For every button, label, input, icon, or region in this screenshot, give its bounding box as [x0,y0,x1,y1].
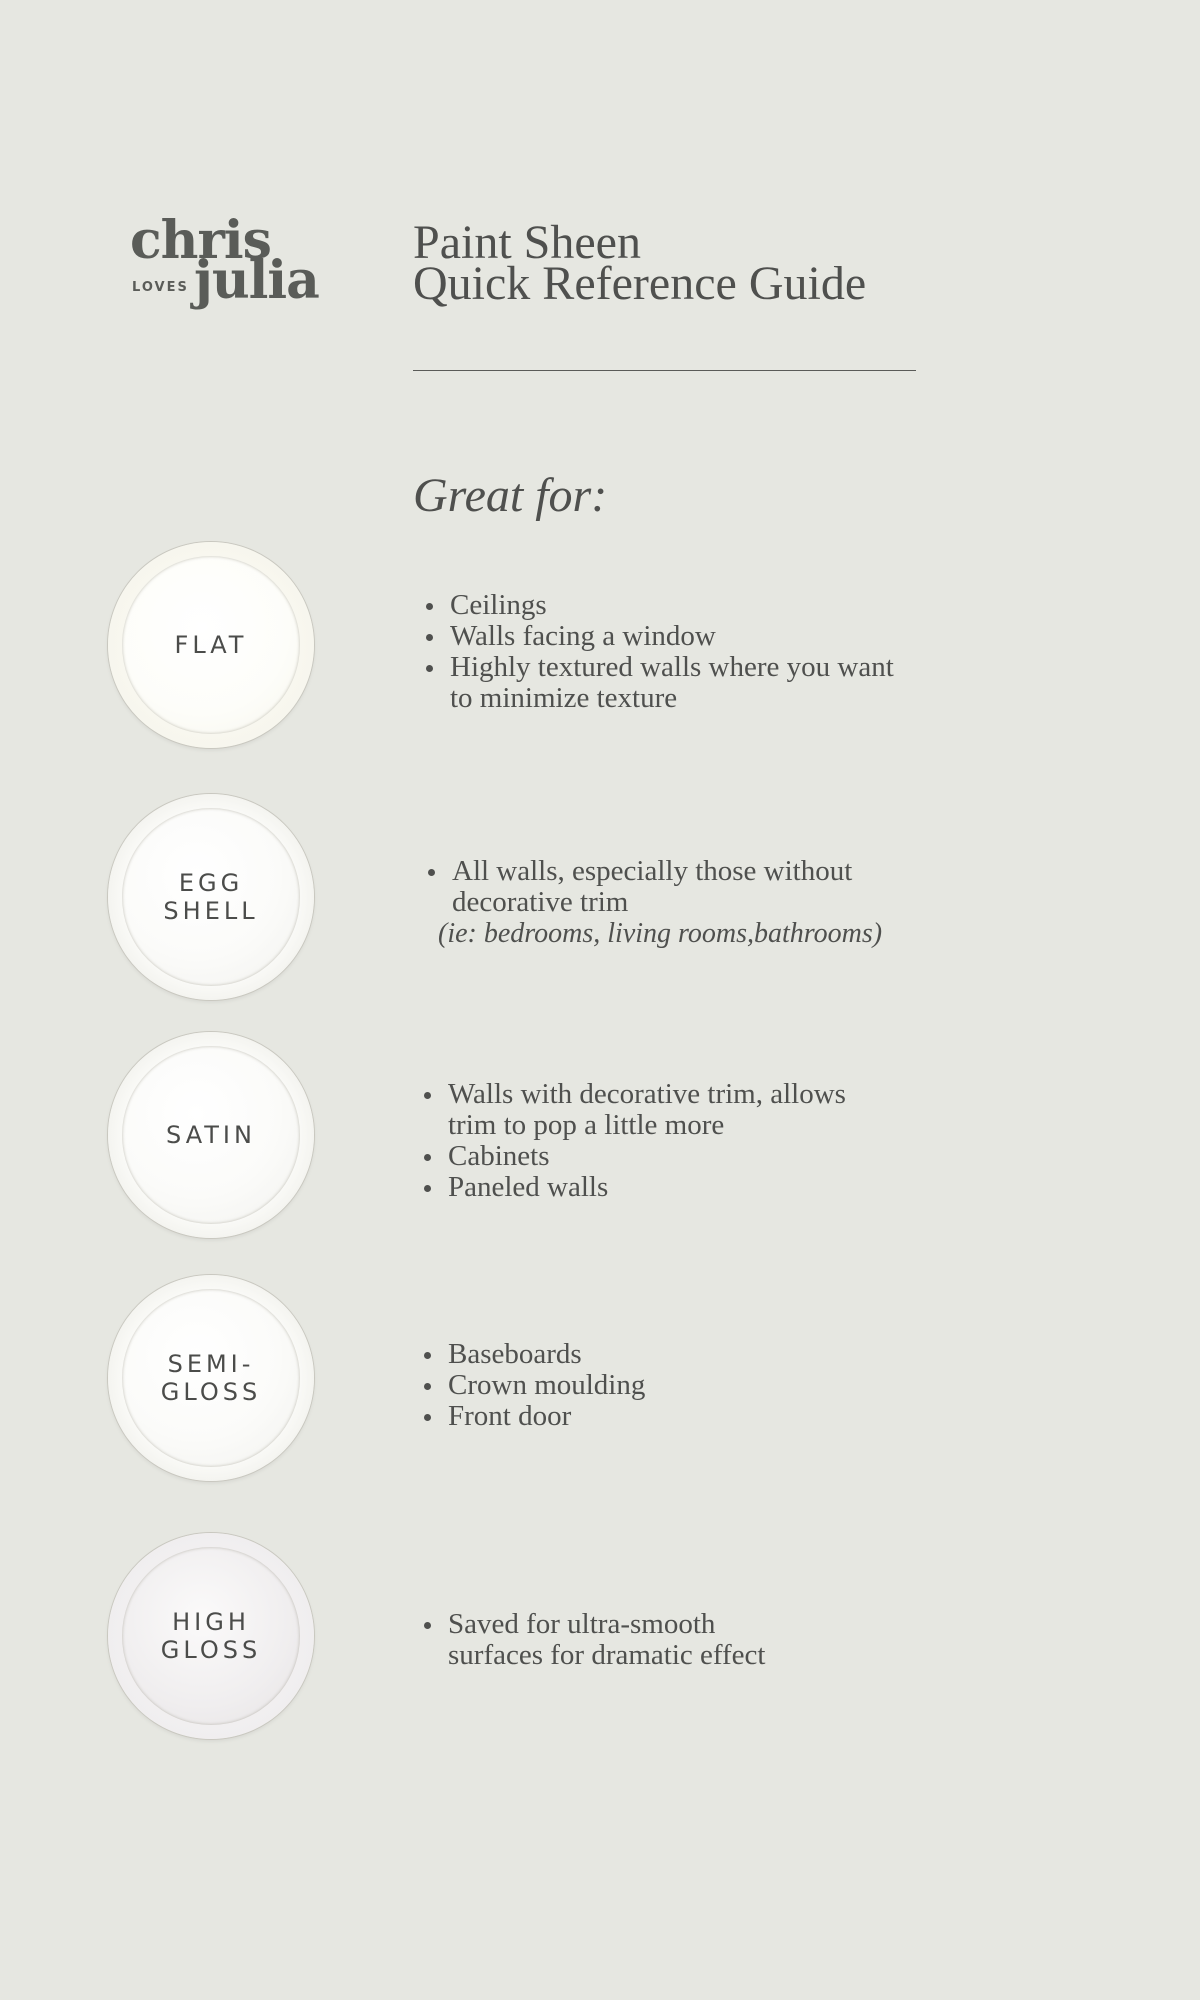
list-item [416,652,894,714]
eggshell-paint-swatch [108,794,314,1000]
list-item [414,1370,645,1401]
eggshell-example-note: (ie: bedrooms, living rooms,bathrooms) [438,918,883,949]
list-item [414,1141,846,1172]
title-divider [413,370,916,371]
swatch-label-line: GLOSS [160,1378,262,1406]
eggshell-uses-list [418,856,852,918]
list-item-text: Walls facing a window [450,620,716,652]
logo-word-loves: LOVES [132,280,189,295]
swatch-label-line: FLAT [174,631,248,659]
high-gloss-label [108,1608,314,1664]
swatch-label-line: SEMI- [167,1350,255,1378]
list-item [414,1609,765,1671]
swatch-label-line: EGG [178,869,244,897]
logo-word-julia: julia [194,250,319,311]
high-gloss-paint-swatch [108,1533,314,1739]
page-title [413,216,867,310]
list-item [414,1079,846,1141]
list-item-text: surfaces for dramatic effect [448,1639,766,1671]
list-item-text: Ceilings [450,589,547,621]
flat-paint-swatch [108,542,314,748]
flat-uses-list [416,590,894,714]
list-item [416,621,894,652]
brand-logo [130,210,320,325]
list-item-text: All walls, especially those without [452,855,853,887]
list-item [414,1172,846,1203]
list-item-text: Cabinets [448,1140,550,1172]
list-item-text: Walls with decorative trim, allows [448,1078,846,1110]
list-item-text: Saved for ultra-smooth [448,1608,716,1640]
list-item-text: Baseboards [448,1338,582,1370]
list-item-text: Crown moulding [448,1369,646,1401]
list-item-text: to minimize texture [450,682,678,714]
list-item-text: Front door [448,1400,572,1432]
high-gloss-uses-list [414,1609,765,1671]
list-item [416,590,894,621]
title-line-2: Quick Reference Guide [413,257,867,310]
swatch-label-line: GLOSS [160,1636,262,1664]
list-item [414,1339,645,1370]
logo-word-chris: chris [130,210,271,271]
swatch-label-line: SATIN [166,1121,256,1149]
flat-label [108,631,314,659]
semi-gloss-label [108,1350,314,1406]
list-item [418,856,852,918]
list-item [414,1401,645,1432]
swatch-label-line: SHELL [163,897,259,925]
eggshell-label [108,869,314,925]
title-line-1: Paint Sheen [413,216,641,269]
list-item-text: trim to pop a little more [448,1109,725,1141]
semi-gloss-paint-swatch [108,1275,314,1481]
list-item-text: decorative trim [452,886,629,918]
great-for-heading: Great for: [413,469,608,522]
list-item-text: Highly textured walls where you want [450,651,894,683]
semi-gloss-uses-list [414,1339,645,1432]
satin-paint-swatch [108,1032,314,1238]
satin-uses-list [414,1079,846,1203]
swatch-label-line: HIGH [172,1608,250,1636]
satin-label [108,1121,314,1149]
list-item-text: Paneled walls [448,1171,609,1203]
